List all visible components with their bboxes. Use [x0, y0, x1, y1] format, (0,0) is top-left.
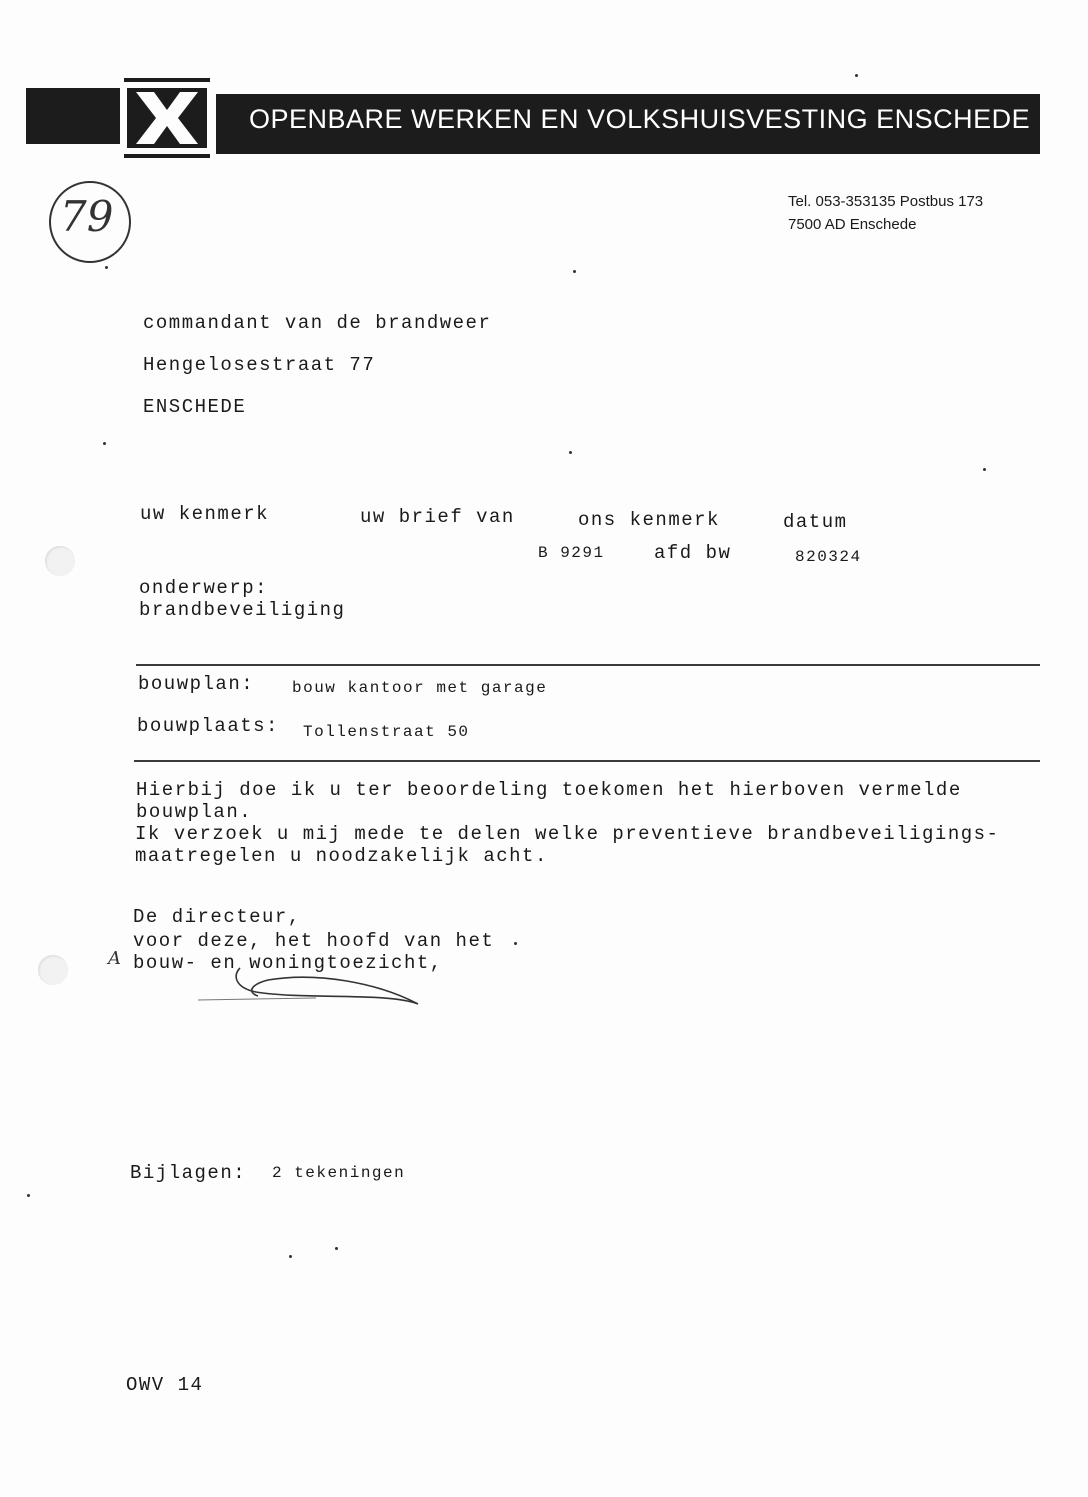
your-letter-label: uw brief van	[360, 506, 515, 528]
closing-line-1: De directeur,	[133, 906, 301, 928]
form-code: OWV 14	[126, 1374, 204, 1396]
enclosures-value: 2 tekeningen	[272, 1164, 406, 1182]
punch-hole-mark	[45, 546, 75, 576]
body-line-2: bouwplan.	[136, 801, 253, 823]
closing-line-3: bouw- en woningtoezicht,	[133, 952, 443, 974]
scan-speck	[289, 1255, 292, 1258]
closing-line-2: voor deze, het hoofd van het	[133, 930, 495, 952]
bouwplan-label: bouwplan:	[138, 673, 255, 695]
signature	[196, 962, 426, 1010]
addressee-line-2: Hengelosestraat 77	[143, 354, 376, 376]
body-line-4: maatregelen u noodzakelijk acht.	[135, 845, 548, 867]
scan-speck	[105, 266, 108, 269]
addressee-line-1: commandant van de brandweer	[143, 312, 492, 334]
scan-speck	[573, 270, 576, 273]
our-reference-label: ons kenmerk	[578, 509, 720, 531]
letterhead-band	[216, 94, 1040, 154]
scan-speck	[27, 1194, 30, 1197]
bouwplaats-label: bouwplaats:	[137, 715, 279, 737]
addressee-line-3: ENSCHEDE	[143, 396, 247, 418]
divider-bottom	[134, 760, 1040, 762]
our-reference-department: afd bw	[654, 542, 732, 564]
scan-speck	[855, 74, 858, 77]
letterhead-band-left	[26, 88, 120, 144]
our-reference-number: B 9291	[538, 544, 605, 562]
subject-value: brandbeveiliging	[139, 599, 346, 621]
contact-postcode-city: 7500 AD Enschede	[788, 216, 917, 233]
scan-speck	[983, 468, 986, 471]
date-label: datum	[783, 511, 848, 533]
page-number: 79	[60, 192, 114, 241]
enschede-cross-icon	[124, 78, 210, 158]
divider-top	[136, 664, 1040, 666]
contact-block	[788, 190, 983, 236]
bouwplaats-value: Tollenstraat 50	[303, 723, 470, 741]
contact-phone-postbus: Tel. 053-353135 Postbus 173	[788, 193, 984, 210]
scan-speck	[103, 442, 106, 445]
scan-speck	[335, 1247, 338, 1250]
organisation-name: OPENBARE WERKEN EN VOLKSHUISVESTING ENSCHEDE	[249, 104, 1031, 134]
body-line-3: Ik verzoek u mij mede te delen welke preventieve brandbeveiligings-	[135, 823, 1000, 845]
date-value: 820324	[795, 548, 862, 566]
initials-mark: A	[108, 948, 121, 969]
your-reference-label: uw kenmerk	[140, 503, 270, 525]
scan-speck	[514, 942, 517, 945]
scan-speck	[569, 451, 572, 454]
subject-label: onderwerp:	[139, 577, 269, 599]
enclosures-label: Bijlagen:	[130, 1162, 247, 1184]
punch-hole-mark	[38, 955, 68, 985]
bouwplan-value: bouw kantoor met garage	[292, 679, 548, 697]
body-line-1: Hierbij doe ik u ter beoordeling toekomen het hierboven vermelde	[136, 779, 962, 801]
